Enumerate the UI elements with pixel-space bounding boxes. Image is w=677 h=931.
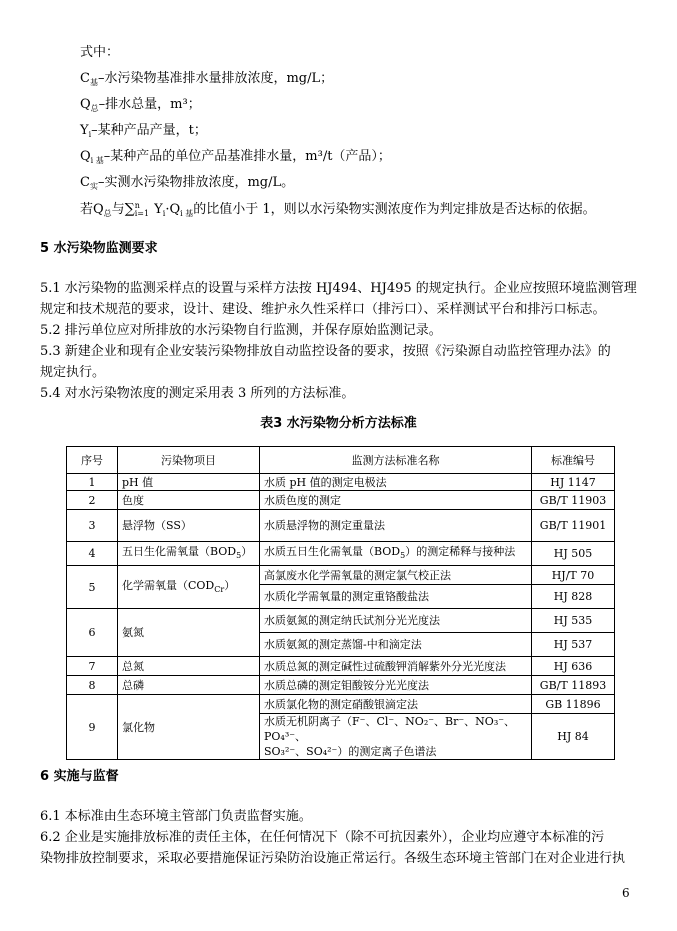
section-6-body [40,806,645,869]
table-row: 7 总氮 水质总氮的测定碱性过硫酸钾消解紫外分光光度法 HJ 636 [67,657,615,676]
formula-c-actual: $C_实-$实测水污染物排放浓度，mg/L。 [80,175,295,191]
section-5-heading: 5 水污染物监测要求 [40,241,158,256]
header-method: 监测方法标准名称 [260,447,532,474]
sum-symbol: ∑ [124,201,135,217]
formula-c-base: $C_基-$水污染物基准排水量排放浓度，mg/L； [80,71,334,87]
clause-6-2: 6.2 企业是实施排放标准的责任主体，在任何情况下（除不可抗因素外），企业均应遵守本标准的污 [40,830,605,845]
table-row: 2 色度 水质色度的测定 GB/T 11903 [67,491,615,510]
formula-intro: 式中： [80,45,120,60]
formula-y-i: $Y_i-$某种产品产量，t； [80,123,207,139]
formula-ratio-rule: 若$Q_总$与∑ n i=1 $Y_i\cdot Q_{i 基}$的比值小于 1，则以水污染物实测浓度作为判定排放是否达标的依据。 [80,200,596,218]
formula-q-i-base: $Q_{i 基}-$某种产品的单位产品基准排水量，m³/t（产品）； [80,149,391,165]
clause-5-3: 5.3 新建企业和现有企业安装污染物排放自动监控设备的要求，按照《污染源自动监控管理办法》的 [40,344,611,359]
header-item: 污染物项目 [118,447,260,474]
header-no: 序号 [67,447,118,474]
clause-5-1: 5.1 水污染物的监测采样点的设置与采样方法按 HJ494、HJ495 的规定执行。企业应按照环境监测管理 [40,281,637,296]
formula-q-total: $Q_总-$排水总量，m³； [80,97,201,113]
clause-5-1-cont: 规定和技术规范的要求，设计、建设、维护永久性采样口（排污口）、采样测试平台和排污口标志。 [40,302,606,317]
methods-table [66,446,615,760]
table-header-row [67,447,615,474]
clause-5-3-cont: 规定执行。 [40,365,106,380]
section-5-body [40,278,645,404]
table-row: 9 氯化物 水质氯化物的测定硝酸银滴定法 GB 11896 [67,695,615,714]
clause-6-1: 6.1 本标准由生态环境主管部门负责监督实施。 [40,809,312,824]
table-row: 8 总磷 水质总磷的测定钼酸铵分光光度法 GB/T 11893 [67,676,615,695]
table-row: 水质无机阴离子（F⁻、Cl⁻、NO₂⁻、Br⁻、NO₃⁻、PO₄³⁻、 SO₃²⁻、SO₄²⁻）的测定离子色谱法 HJ 84 [67,714,615,760]
table-row: 水质化学需氧量的测定重铬酸盐法 HJ 828 [67,585,615,609]
clause-5-4: 5.4 对水污染物浓度的测定采用表 3 所列的方法标准。 [40,386,355,401]
table-caption: 表3 水污染物分析方法标准 [260,416,417,431]
table-row: 1 pH 值 水质 pH 值的测定电极法 HJ 1147 [67,474,615,491]
page-number: 6 [622,886,630,900]
table-row: 5 化学需氧量$(COD_{Cr})$ 高氯废水化学需氧量的测定氯气校正法 HJ/T 70 [67,566,615,585]
table-row: 3 悬浮物（SS） 水质悬浮物的测定重量法 GB/T 11901 [67,510,615,542]
clause-6-2-cont: 染物排放控制要求，采取必要措施保证污染防治设施正常运行。各级生态环境主管部门在对企业进行执 [40,851,626,866]
table-row: 6 氨氮 水质氨氮的测定纳氏试剂分光光度法 HJ 535 [67,609,615,633]
clause-5-2: 5.2 排污单位应对所排放的水污染物自行监测，并保存原始监测记录。 [40,323,442,338]
header-code: 标准编号 [532,447,615,474]
table-row: 4 五日生化需氧量$(BOD_5)$ 水质五日生化需氧量$(BOD_5)$的测定稀释与接种法 HJ 505 [67,542,615,566]
section-6-heading: 6 实施与监督 [40,769,119,784]
table-row: 水质氨氮的测定蒸馏-中和滴定法 HJ 537 [67,633,615,657]
